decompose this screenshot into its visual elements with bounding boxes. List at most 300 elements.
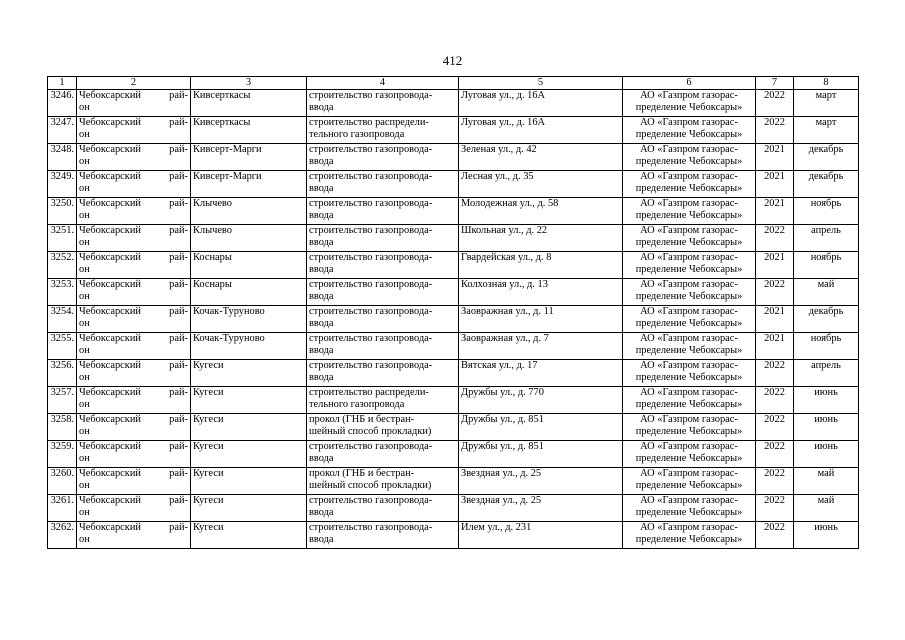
- locality-cell: Кугеси: [191, 441, 307, 468]
- district-ending: он: [79, 102, 90, 113]
- year-cell: 2022: [756, 117, 794, 144]
- organization-cell: [623, 306, 756, 333]
- month-cell: июнь: [794, 441, 859, 468]
- month-cell: апрель: [794, 225, 859, 252]
- district-ending: он: [79, 507, 90, 518]
- work-type-line: строительство газопровода-: [309, 225, 433, 236]
- year-cell: 2021: [756, 252, 794, 279]
- work-type-line: строительство газопровода-: [309, 198, 433, 209]
- district-cell: [77, 495, 191, 522]
- organization-line: АО «Газпром газорас-: [640, 117, 738, 128]
- district-ending: он: [79, 534, 90, 545]
- address-cell: Дружбы ул., д. 851: [459, 414, 623, 441]
- district-hyphen-part: рай-: [169, 198, 188, 209]
- district-word: Чебоксарский: [79, 414, 141, 425]
- row-number: 3258.: [48, 414, 77, 441]
- organization-cell: [623, 171, 756, 198]
- work-type-line: ввода: [309, 453, 334, 464]
- row-number: 3246.: [48, 90, 77, 117]
- year-cell: 2022: [756, 468, 794, 495]
- address-cell: Молодежная ул., д. 58: [459, 198, 623, 225]
- district-ending: он: [79, 426, 90, 437]
- work-type-line: ввода: [309, 210, 334, 221]
- table-row: [48, 522, 859, 549]
- work-type-line: строительство газопровода-: [309, 495, 433, 506]
- address-cell: Дружбы ул., д. 770: [459, 387, 623, 414]
- organization-cell: [623, 333, 756, 360]
- district-word: Чебоксарский: [79, 360, 141, 371]
- work-type-cell: [307, 333, 459, 360]
- district-word: Чебоксарский: [79, 333, 141, 344]
- table-row: [48, 252, 859, 279]
- work-type-cell: [307, 495, 459, 522]
- work-type-cell: [307, 387, 459, 414]
- address-cell: Колхозная ул., д. 13: [459, 279, 623, 306]
- organization-cell: [623, 117, 756, 144]
- year-cell: 2021: [756, 333, 794, 360]
- district-hyphen-part: рай-: [169, 333, 188, 344]
- work-type-cell: [307, 171, 459, 198]
- organization-cell: [623, 414, 756, 441]
- district-cell: [77, 387, 191, 414]
- organization-line: пределение Чебоксары»: [635, 480, 743, 491]
- table-row: [48, 441, 859, 468]
- row-number: 3248.: [48, 144, 77, 171]
- district-cell: [77, 90, 191, 117]
- work-type-line: строительство газопровода-: [309, 171, 433, 182]
- locality-cell: Кивсерт-Марги: [191, 144, 307, 171]
- district-hyphen-part: рай-: [169, 468, 188, 479]
- work-type-line: строительство распредели-: [309, 387, 429, 398]
- work-type-line: ввода: [309, 102, 334, 113]
- organization-line: АО «Газпром газорас-: [640, 171, 738, 182]
- work-type-line: ввода: [309, 264, 334, 275]
- organization-line: пределение Чебоксары»: [635, 507, 743, 518]
- district-line: [79, 333, 188, 345]
- district-line: [79, 279, 188, 291]
- organization-line: АО «Газпром газорас-: [640, 387, 738, 398]
- district-hyphen-part: рай-: [169, 144, 188, 155]
- locality-cell: Кивсерткасы: [191, 90, 307, 117]
- month-cell: июнь: [794, 522, 859, 549]
- district-hyphen-part: рай-: [169, 441, 188, 452]
- table-row: [48, 90, 859, 117]
- column-header-2: 2: [77, 77, 191, 90]
- page-number: 412: [442, 53, 463, 68]
- work-type-line: ввода: [309, 183, 334, 194]
- district-line: [79, 441, 188, 453]
- address-cell: Луговая ул., д. 16А: [459, 117, 623, 144]
- district-line: [79, 387, 188, 399]
- work-type-line: строительство распредели-: [309, 117, 429, 128]
- district-hyphen-part: рай-: [169, 495, 188, 506]
- column-header-8: 8: [794, 77, 859, 90]
- table-row: [48, 414, 859, 441]
- month-cell: декабрь: [794, 171, 859, 198]
- organization-line: АО «Газпром газорас-: [640, 306, 738, 317]
- address-cell: Заовражная ул., д. 7: [459, 333, 623, 360]
- organization-line: АО «Газпром газорас-: [640, 360, 738, 371]
- locality-cell: Клычево: [191, 198, 307, 225]
- organization-line: пределение Чебоксары»: [635, 129, 743, 140]
- locality-cell: Кугеси: [191, 387, 307, 414]
- month-cell: апрель: [794, 360, 859, 387]
- work-type-line: прокол (ГНБ и бестран-: [309, 414, 415, 425]
- work-type-cell: [307, 522, 459, 549]
- month-cell: июнь: [794, 387, 859, 414]
- district-hyphen-part: рай-: [169, 171, 188, 182]
- organization-line: АО «Газпром газорас-: [640, 225, 738, 236]
- district-word: Чебоксарский: [79, 522, 141, 533]
- table-row: [48, 495, 859, 522]
- work-type-line: строительство газопровода-: [309, 90, 433, 101]
- locality-cell: Кугеси: [191, 495, 307, 522]
- work-type-line: строительство газопровода-: [309, 441, 433, 452]
- work-type-line: строительство газопровода-: [309, 306, 433, 317]
- row-number: 3261.: [48, 495, 77, 522]
- work-type-line: прокол (ГНБ и бестран-: [309, 468, 415, 479]
- organization-cell: [623, 468, 756, 495]
- organization-line: АО «Газпром газорас-: [640, 522, 738, 533]
- district-cell: [77, 171, 191, 198]
- table-header: [48, 77, 859, 90]
- column-header-5: 5: [459, 77, 623, 90]
- row-number: 3262.: [48, 522, 77, 549]
- row-number: 3253.: [48, 279, 77, 306]
- organization-line: АО «Газпром газорас-: [640, 198, 738, 209]
- district-line: [79, 414, 188, 426]
- address-cell: Заовражная ул., д. 11: [459, 306, 623, 333]
- row-number: 3257.: [48, 387, 77, 414]
- year-cell: 2022: [756, 522, 794, 549]
- organization-cell: [623, 522, 756, 549]
- work-type-line: строительство газопровода-: [309, 360, 433, 371]
- work-type-line: строительство газопровода-: [309, 279, 433, 290]
- district-cell: [77, 522, 191, 549]
- district-hyphen-part: рай-: [169, 117, 188, 128]
- district-hyphen-part: рай-: [169, 90, 188, 101]
- locality-cell: Кугеси: [191, 414, 307, 441]
- organization-line: пределение Чебоксары»: [635, 102, 743, 113]
- column-header-1: 1: [48, 77, 77, 90]
- organization-line: пределение Чебоксары»: [635, 291, 743, 302]
- organization-line: АО «Газпром газорас-: [640, 333, 738, 344]
- district-hyphen-part: рай-: [169, 414, 188, 425]
- address-cell: Гвардейская ул., д. 8: [459, 252, 623, 279]
- work-type-cell: [307, 117, 459, 144]
- locality-cell: Кугеси: [191, 360, 307, 387]
- work-type-line: ввода: [309, 345, 334, 356]
- district-word: Чебоксарский: [79, 225, 141, 236]
- work-type-line: шейный способ прокладки): [309, 426, 432, 437]
- month-cell: декабрь: [794, 144, 859, 171]
- year-cell: 2022: [756, 225, 794, 252]
- district-word: Чебоксарский: [79, 387, 141, 398]
- work-type-line: строительство газопровода-: [309, 252, 433, 263]
- district-cell: [77, 252, 191, 279]
- year-cell: 2022: [756, 441, 794, 468]
- district-line: [79, 117, 188, 129]
- district-ending: он: [79, 372, 90, 383]
- column-header-4: 4: [307, 77, 459, 90]
- row-number: 3250.: [48, 198, 77, 225]
- district-ending: он: [79, 399, 90, 410]
- row-number: 3256.: [48, 360, 77, 387]
- year-cell: 2022: [756, 387, 794, 414]
- district-cell: [77, 441, 191, 468]
- organization-line: пределение Чебоксары»: [635, 372, 743, 383]
- district-hyphen-part: рай-: [169, 306, 188, 317]
- work-type-line: строительство газопровода-: [309, 144, 433, 155]
- district-cell: [77, 117, 191, 144]
- year-cell: 2022: [756, 279, 794, 306]
- district-line: [79, 252, 188, 264]
- district-cell: [77, 225, 191, 252]
- work-type-line: ввода: [309, 291, 334, 302]
- work-type-line: ввода: [309, 372, 334, 383]
- work-type-line: ввода: [309, 156, 334, 167]
- locality-cell: Кугеси: [191, 522, 307, 549]
- organization-cell: [623, 144, 756, 171]
- organization-line: пределение Чебоксары»: [635, 534, 743, 545]
- locality-cell: Коснары: [191, 279, 307, 306]
- locality-cell: Кугеси: [191, 468, 307, 495]
- year-cell: 2022: [756, 414, 794, 441]
- organization-line: пределение Чебоксары»: [635, 453, 743, 464]
- district-ending: он: [79, 318, 90, 329]
- address-cell: Лесная ул., д. 35: [459, 171, 623, 198]
- address-cell: Луговая ул., д. 16А: [459, 90, 623, 117]
- district-word: Чебоксарский: [79, 441, 141, 452]
- row-number: 3247.: [48, 117, 77, 144]
- organization-line: пределение Чебоксары»: [635, 426, 743, 437]
- year-cell: 2021: [756, 144, 794, 171]
- row-number: 3259.: [48, 441, 77, 468]
- district-cell: [77, 333, 191, 360]
- address-cell: Зеленая ул., д. 42: [459, 144, 623, 171]
- address-cell: Звездная ул., д. 25: [459, 495, 623, 522]
- organization-line: пределение Чебоксары»: [635, 156, 743, 167]
- column-header-6: 6: [623, 77, 756, 90]
- work-type-cell: [307, 441, 459, 468]
- month-cell: декабрь: [794, 306, 859, 333]
- row-number: 3252.: [48, 252, 77, 279]
- table-row: [48, 279, 859, 306]
- work-type-cell: [307, 90, 459, 117]
- month-cell: май: [794, 495, 859, 522]
- district-ending: он: [79, 237, 90, 248]
- year-cell: 2021: [756, 198, 794, 225]
- table-row: [48, 333, 859, 360]
- work-type-cell: [307, 225, 459, 252]
- district-ending: он: [79, 264, 90, 275]
- year-cell: 2022: [756, 90, 794, 117]
- month-cell: июнь: [794, 414, 859, 441]
- address-cell: Дружбы ул., д. 851: [459, 441, 623, 468]
- address-cell: Илем ул., д. 231: [459, 522, 623, 549]
- district-ending: он: [79, 156, 90, 167]
- work-type-line: тельного газопровода: [309, 129, 405, 140]
- work-type-line: ввода: [309, 237, 334, 248]
- organization-line: АО «Газпром газорас-: [640, 495, 738, 506]
- district-ending: он: [79, 291, 90, 302]
- work-type-cell: [307, 252, 459, 279]
- organization-cell: [623, 90, 756, 117]
- district-cell: [77, 198, 191, 225]
- district-line: [79, 198, 188, 210]
- organization-cell: [623, 360, 756, 387]
- organization-cell: [623, 279, 756, 306]
- district-word: Чебоксарский: [79, 117, 141, 128]
- work-type-cell: [307, 360, 459, 387]
- district-line: [79, 360, 188, 372]
- district-cell: [77, 306, 191, 333]
- table-row: [48, 225, 859, 252]
- work-type-cell: [307, 198, 459, 225]
- work-type-cell: [307, 279, 459, 306]
- year-cell: 2022: [756, 360, 794, 387]
- gas-works-table: [47, 76, 859, 549]
- locality-cell: Клычево: [191, 225, 307, 252]
- work-type-line: ввода: [309, 318, 334, 329]
- locality-cell: Коснары: [191, 252, 307, 279]
- organization-cell: [623, 198, 756, 225]
- district-word: Чебоксарский: [79, 144, 141, 155]
- table-header-row: [48, 77, 859, 90]
- district-cell: [77, 414, 191, 441]
- year-cell: 2021: [756, 306, 794, 333]
- table-row: [48, 198, 859, 225]
- district-hyphen-part: рай-: [169, 360, 188, 371]
- month-cell: май: [794, 468, 859, 495]
- district-line: [79, 306, 188, 318]
- district-ending: он: [79, 210, 90, 221]
- organization-cell: [623, 252, 756, 279]
- organization-line: АО «Газпром газорас-: [640, 441, 738, 452]
- row-number: 3260.: [48, 468, 77, 495]
- work-type-line: тельного газопровода: [309, 399, 405, 410]
- district-line: [79, 495, 188, 507]
- row-number: 3254.: [48, 306, 77, 333]
- district-cell: [77, 144, 191, 171]
- organization-cell: [623, 495, 756, 522]
- organization-line: пределение Чебоксары»: [635, 345, 743, 356]
- district-word: Чебоксарский: [79, 171, 141, 182]
- month-cell: ноябрь: [794, 198, 859, 225]
- work-type-line: ввода: [309, 507, 334, 518]
- year-cell: 2022: [756, 495, 794, 522]
- district-line: [79, 225, 188, 237]
- work-type-line: строительство газопровода-: [309, 522, 433, 533]
- district-ending: он: [79, 345, 90, 356]
- work-type-line: шейный способ прокладки): [309, 480, 432, 491]
- district-cell: [77, 279, 191, 306]
- organization-line: пределение Чебоксары»: [635, 237, 743, 248]
- row-number: 3255.: [48, 333, 77, 360]
- address-cell: Звездная ул., д. 25: [459, 468, 623, 495]
- organization-line: АО «Газпром газорас-: [640, 468, 738, 479]
- district-hyphen-part: рай-: [169, 279, 188, 290]
- row-number: 3249.: [48, 171, 77, 198]
- work-type-cell: [307, 306, 459, 333]
- month-cell: май: [794, 279, 859, 306]
- district-hyphen-part: рай-: [169, 387, 188, 398]
- district-line: [79, 468, 188, 480]
- organization-line: АО «Газпром газорас-: [640, 90, 738, 101]
- organization-cell: [623, 441, 756, 468]
- table-row: [48, 144, 859, 171]
- table-body: [48, 90, 859, 549]
- district-line: [79, 522, 188, 534]
- organization-line: пределение Чебоксары»: [635, 183, 743, 194]
- table-row: [48, 117, 859, 144]
- organization-line: АО «Газпром газорас-: [640, 144, 738, 155]
- organization-cell: [623, 225, 756, 252]
- district-hyphen-part: рай-: [169, 252, 188, 263]
- district-hyphen-part: рай-: [169, 522, 188, 533]
- district-ending: он: [79, 453, 90, 464]
- district-ending: он: [79, 183, 90, 194]
- locality-cell: Кочак-Туруново: [191, 333, 307, 360]
- work-type-cell: [307, 468, 459, 495]
- work-type-line: ввода: [309, 534, 334, 545]
- work-type-line: строительство газопровода-: [309, 333, 433, 344]
- district-word: Чебоксарский: [79, 252, 141, 263]
- table-row: [48, 171, 859, 198]
- table-row: [48, 387, 859, 414]
- work-type-cell: [307, 414, 459, 441]
- organization-cell: [623, 387, 756, 414]
- table-row: [48, 468, 859, 495]
- organization-line: АО «Газпром газорас-: [640, 252, 738, 263]
- column-header-3: 3: [191, 77, 307, 90]
- district-word: Чебоксарский: [79, 198, 141, 209]
- district-cell: [77, 468, 191, 495]
- district-hyphen-part: рай-: [169, 225, 188, 236]
- organization-line: пределение Чебоксары»: [635, 264, 743, 275]
- organization-line: АО «Газпром газорас-: [640, 279, 738, 290]
- table-row: [48, 360, 859, 387]
- address-cell: Вятская ул., д. 17: [459, 360, 623, 387]
- district-word: Чебоксарский: [79, 90, 141, 101]
- month-cell: ноябрь: [794, 252, 859, 279]
- month-cell: март: [794, 117, 859, 144]
- locality-cell: Кивсерт-Марги: [191, 171, 307, 198]
- organization-line: АО «Газпром газорас-: [640, 414, 738, 425]
- year-cell: 2021: [756, 171, 794, 198]
- district-word: Чебоксарский: [79, 279, 141, 290]
- district-ending: он: [79, 129, 90, 140]
- table-row: [48, 306, 859, 333]
- row-number: 3251.: [48, 225, 77, 252]
- district-ending: он: [79, 480, 90, 491]
- locality-cell: Кивсерткасы: [191, 117, 307, 144]
- organization-line: пределение Чебоксары»: [635, 399, 743, 410]
- work-type-cell: [307, 144, 459, 171]
- district-line: [79, 144, 188, 156]
- district-word: Чебоксарский: [79, 468, 141, 479]
- district-line: [79, 171, 188, 183]
- month-cell: март: [794, 90, 859, 117]
- month-cell: ноябрь: [794, 333, 859, 360]
- district-word: Чебоксарский: [79, 306, 141, 317]
- organization-line: пределение Чебоксары»: [635, 210, 743, 221]
- district-line: [79, 90, 188, 102]
- locality-cell: Кочак-Туруново: [191, 306, 307, 333]
- organization-line: пределение Чебоксары»: [635, 318, 743, 329]
- column-header-7: 7: [756, 77, 794, 90]
- district-word: Чебоксарский: [79, 495, 141, 506]
